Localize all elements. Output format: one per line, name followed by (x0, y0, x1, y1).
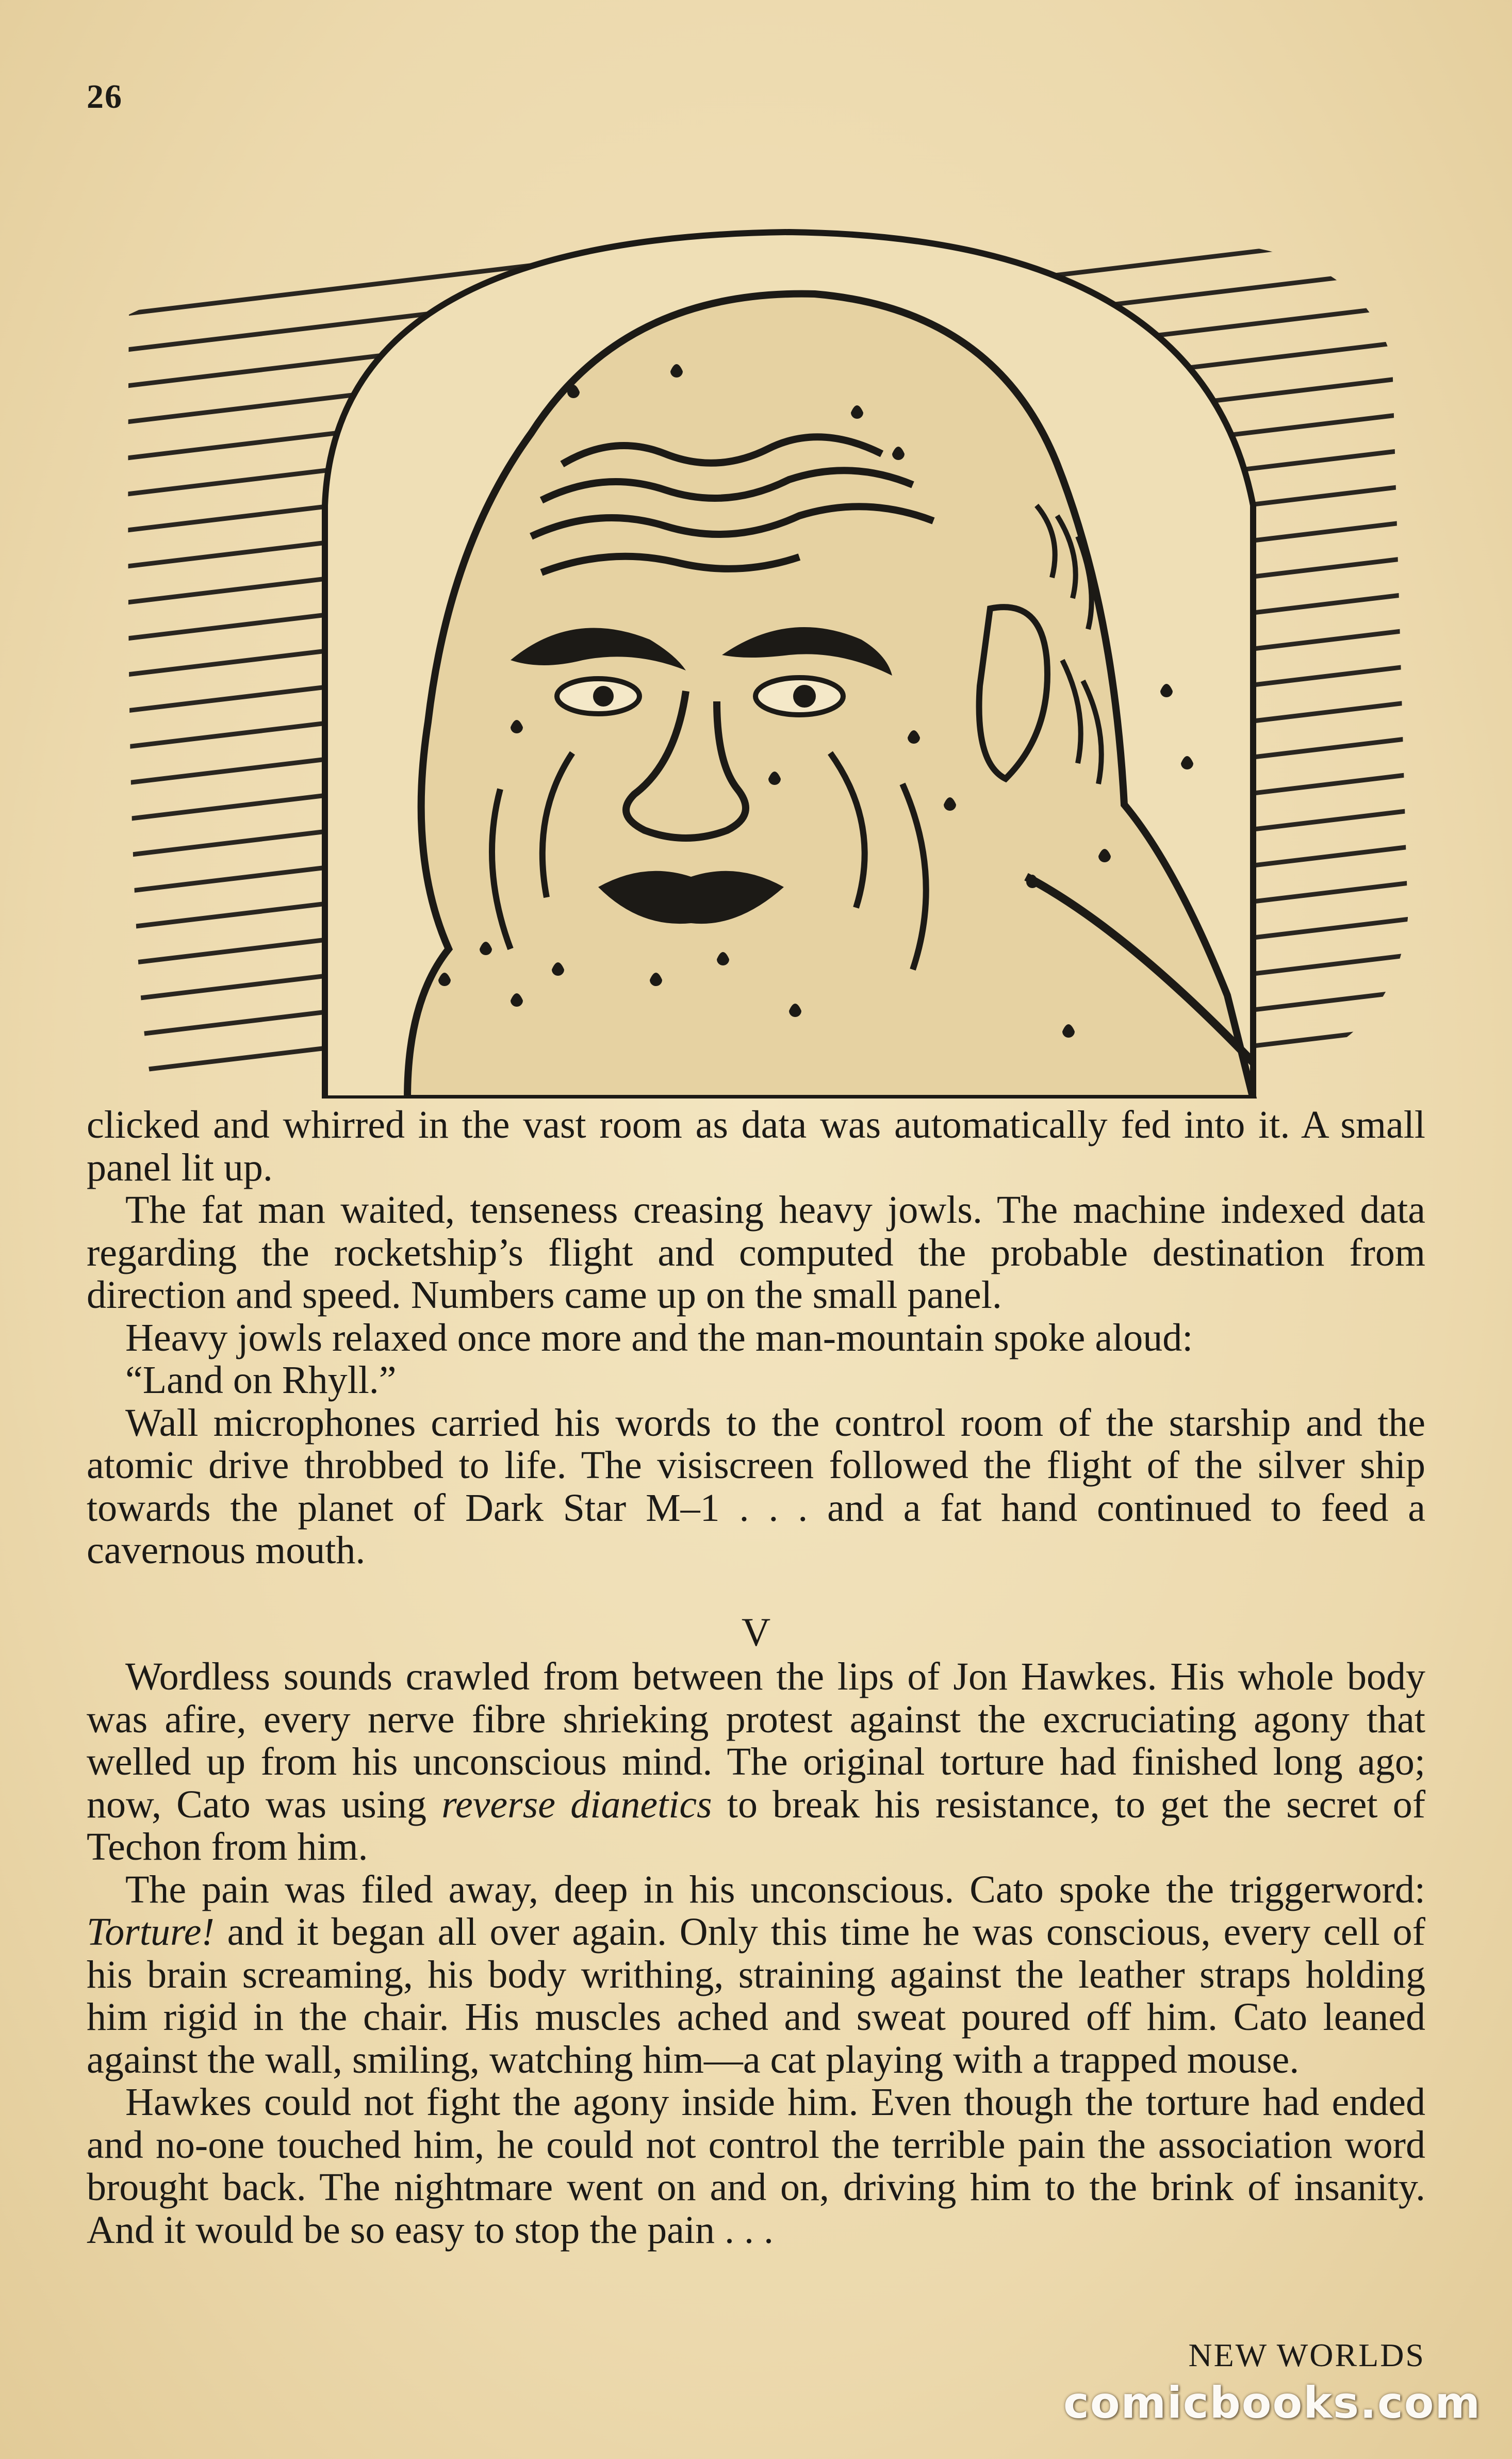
paragraph (87, 1655, 1425, 1868)
sweating-man-illustration (119, 144, 1418, 1099)
paragraph: Wall microphones carried his words to the control room of the starship and the atomic drive throbbed to life. The visiscreen followed the flight of the silver ship towards the planet of Dark Star M–1 . . . and a fat hand continued to feed a cavernous mouth. (87, 1401, 1425, 1572)
text-run: and it began all over again. Only this time he was conscious, every cell of his brain screaming, his body writhing, straining against the leather straps holding him rigid in the chair. His muscles ached and sweat poured off him. Cato leaned against the wall, smiling, watching him—a cat playing with a trapped mouse. (87, 1910, 1425, 2081)
paragraph: The fat man waited, tenseness creasing heavy jowls. The machine indexed data regarding the rocketship’s flight and computed the probable destination from direction and speed. Numbers came up on the small panel. (87, 1188, 1425, 1317)
text-run: The pain was filed away, deep in his unconscious. Cato spoke the triggerword: (125, 1867, 1425, 1911)
text-run: Wordless sounds crawled from between the lips of Jon Hawkes. His whole body was afire, every nerve fibre shrieking protest against the excruciating agony that welled up from his unconscious mind. The original torture had finished long ago; now, Cato was using (87, 1655, 1425, 1826)
paragraph: clicked and whirred in the vast room as data was automatically fed into it. A small panel lit up. (87, 1103, 1425, 1189)
paragraph: Heavy jowls relaxed once more and the man-mountain spoke aloud: (125, 1316, 1193, 1359)
text-run: to break his resistance, to get the secret of Techon from him. (87, 1782, 1425, 1868)
watermark: comicbooks.com (1063, 2378, 1481, 2428)
dialogue-line: “Land on Rhyll.” (125, 1358, 397, 1402)
paragraph (87, 1868, 1425, 2081)
paragraph: Hawkes could not fight the agony inside him. Even though the torture had ended and no-one touched him, he could not control the terrible pain the association word brought back. The nightmare went on and on, driving him to the brink of insanity. And it would be so easy to stop the pain . . . (87, 2080, 1425, 2252)
illustration-drawing (119, 144, 1418, 1099)
italic-text: Torture! (87, 1910, 215, 1954)
story-text-chapter-v (87, 1655, 1425, 2251)
chapter-heading: V (741, 1610, 771, 1654)
italic-text: reverse dianetics (441, 1782, 712, 1826)
page-number: 26 (87, 78, 123, 116)
story-text-top (87, 1104, 1425, 1572)
running-footer: NEW WORLDS (1188, 2337, 1425, 2373)
